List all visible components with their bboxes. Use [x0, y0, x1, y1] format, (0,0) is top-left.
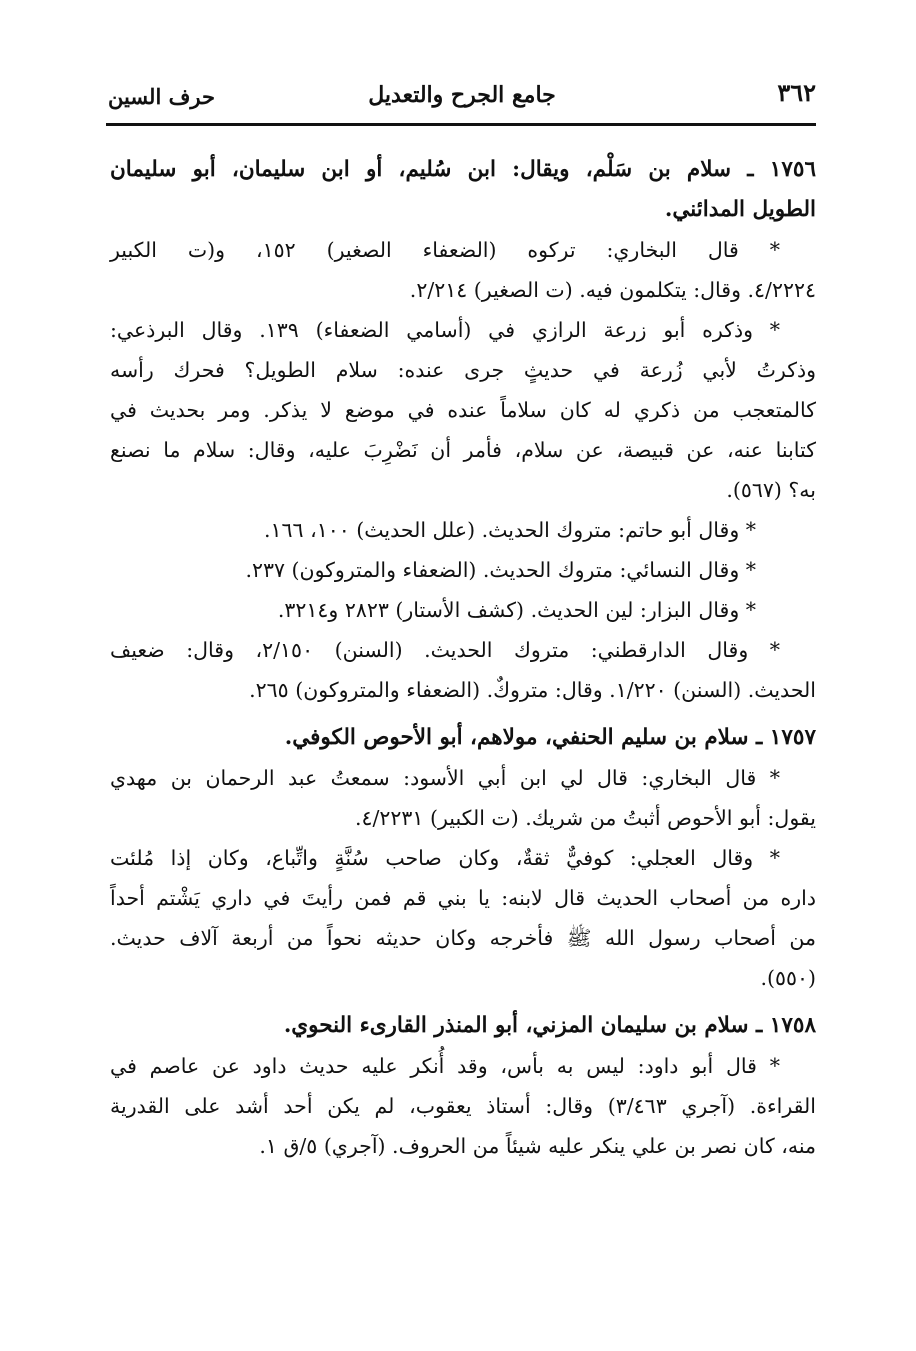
paragraph-line: * وقال العجلي: كوفيٌّ ثقةٌ، وكان صاحب سُنَّةٍ واتِّباع، وكان إذا مُلئت: [110, 846, 780, 870]
entry-heading: ١٧٥٧ ـ سلام بن سليم الحنفي، مولاهم، أبو الأحوص الكوفي.: [284, 725, 816, 750]
paragraph-line: * قال البخاري: تركوه (الضعفاء الصغير) ١٥٢، و(ت الكبير: [110, 238, 780, 262]
paragraph-line: يقول: أبو الأحوص أثبتُ من شريك. (ت الكبير) ٤/٢٢٣١.: [354, 806, 816, 830]
entry-heading: ١٧٥٦ ـ سلام بن سَلْم، ويقال: ابن سُليم، أو ابن سليمان، أبو سليمان: [110, 157, 816, 182]
paragraph-line: وذكرتُ لأبي زُرعة في حديثٍ جرى عنده: سلام الطويل؟ فحرك رأسه: [110, 358, 816, 382]
paragraph-line: منه، كان نصر بن علي ينكر عليه شيئاً من الحروف. (آجري) ٥/ق ١.: [259, 1134, 816, 1158]
paragraph-line: ٤/٢٢٢٤. وقال: يتكلمون فيه. (ت الصغير) ٢/٢١٤.: [409, 278, 816, 302]
paragraph-line: * وقال أبو حاتم: متروك الحديث. (علل الحديث) ١٠٠، ١٦٦.: [263, 518, 756, 542]
paragraph-line: الحديث. (السنن) ١/٢٢٠. وقال: متروكٌ. (الضعفاء والمتروكون) ٢٦٥.: [249, 678, 816, 702]
paragraph-line: كتابنا عنه، عن قبيصة، عن سلام، فأمر أن نَضْرِبَ عليه، وقال: سلام ما نصنع: [110, 438, 816, 462]
paragraph-line: (٥٥٠).: [760, 966, 816, 990]
entry-1757: [110, 718, 816, 998]
paragraph-line: * وذكره أبو زرعة الرازي في (أسامي الضعفاء) ١٣٩. وقال البرذعي:: [110, 318, 781, 342]
paragraph-line: * وقال البزار: لين الحديث. (كشف الأستار) ٢٨٢٣ و٣٢١٤.: [277, 598, 756, 622]
entry-heading: الطويل المدائني.: [664, 197, 816, 222]
paragraph-line: القراءة. (آجري ٣/٤٦٣) وقال: أستاذ يعقوب، لم يكن أحد أشد على القدرية: [110, 1094, 816, 1118]
entry-1756: [110, 150, 816, 710]
page-number: ٣٦٢: [777, 78, 816, 107]
paragraph-line: * وقال الدارقطني: متروك الحديث. (السنن) ٢/١٥٠، وقال: ضعيف: [110, 638, 780, 662]
paragraph-line: * وقال النسائي: متروك الحديث. (الضعفاء والمتروكون) ٢٣٧.: [245, 558, 756, 582]
paragraph-line: به؟ (٥٦٧).: [726, 478, 816, 502]
page-header: [108, 72, 816, 122]
chapter-title: حرف السين: [108, 84, 215, 109]
entry-heading: ١٧٥٨ ـ سلام بن سليمان المزني، أبو المنذر القارىء النحوي.: [283, 1013, 816, 1038]
paragraph-line: كالمتعجب من ذكري له كان سلاماً عنده في موضع لا يذكر. ومر بحديث في: [110, 398, 816, 422]
paragraph-line: من أصحاب رسول الله ﷺ فأخرجه وكان حديثه نحواً من أربعة آلاف حديث.: [110, 926, 816, 950]
page-body: [110, 150, 816, 1166]
paragraph-line: * قال أبو داود: ليس به بأس، وقد أُنكر عليه حديث داود عن عاصم في: [110, 1054, 780, 1078]
header-rule: [106, 123, 816, 126]
paragraph-line: داره من أصحاب الحديث قال لابنه: يا بني قم فمن رأيتَ في داري يَشْتم أحداً: [110, 886, 816, 910]
entry-1758: [110, 1006, 816, 1166]
running-title: جامع الجرح والتعديل: [368, 82, 556, 108]
paragraph-line: * قال البخاري: قال لي ابن أبي الأسود: سمعتُ عبد الرحمان بن مهدي: [110, 766, 780, 790]
